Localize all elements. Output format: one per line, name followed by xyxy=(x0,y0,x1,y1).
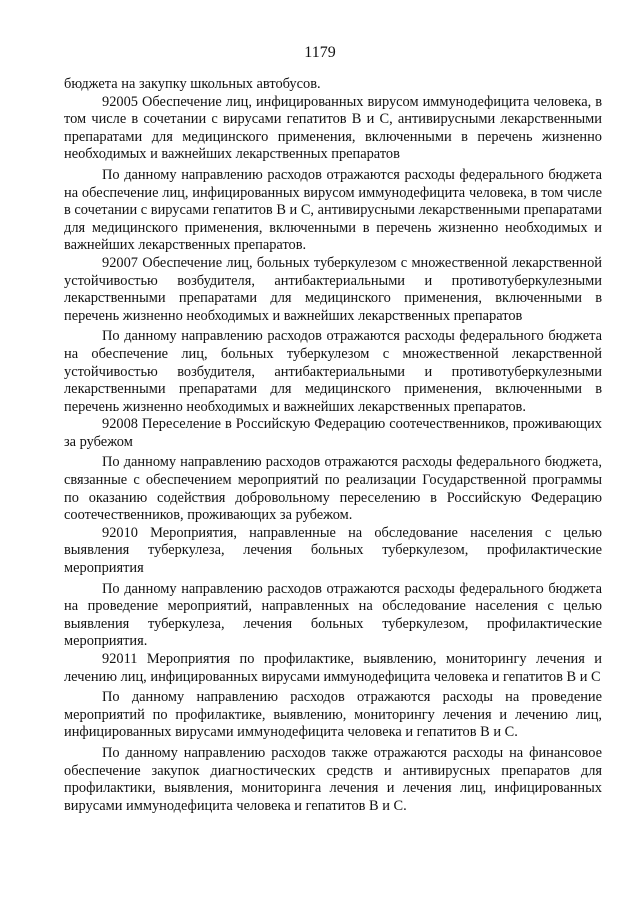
paragraph-description-92007: По данному направлению расходов отражаются расходы федерального бюджета на обеспечение лиц, больных туберкулезом с множественной лекарственной устойчивостью возбудителя, антибактериальными и противотуберкулезными лекарственными препаратами для медицинского применения, включенными в перечень жизненно необходимых и важнейших лекарственных препаратов. xyxy=(64,328,602,415)
paragraph-heading-92010: 92010 Мероприятия, направленные на обследование населения с целью выявления туберкулеза, лечения больных туберкулезом, профилактические мероприятия xyxy=(64,524,602,577)
paragraph-heading-92007: 92007 Обеспечение лиц, больных туберкулезом с множественной лекарственной устойчивостью возбудителя, антибактериальными и противотуберкулезными лекарственными препаратами для медицинского применения, включенными в перечень жизненно необходимых и важнейших лекарственных препаратов xyxy=(64,254,602,324)
paragraph-heading-92005: 92005 Обеспечение лиц, инфицированных вирусом иммунодефицита человека, в том числе в сочетании с вирусами гепатитов В и С, антивирусными лекарственными препаратами для медицинского применения, включенными в перечень жизненно необходимых и важнейших лекарственных препаратов xyxy=(64,93,602,163)
paragraph-description-92008: По данному направлению расходов отражаются расходы федерального бюджета, связанные с обеспечением мероприятий по реализации Государственной программы по оказанию содействия добровольному переселению в Российскую Федерацию соотечественников, проживающих за рубежом. xyxy=(64,454,602,524)
paragraph-description-92011: По данному направлению расходов отражаются расходы на проведение мероприятий по профилактике, выявлению, мониторингу лечения и лечению лиц, инфицированных вирусами иммунодефицита человека и гепатитов В и С. xyxy=(64,689,602,741)
paragraph-description-92005: По данному направлению расходов отражаются расходы федерального бюджета на обеспечение лиц, инфицированных вирусом иммунодефицита человека, в том числе в сочетании с вирусами гепатитов В и С, антивирусными лекарственными препаратами для медицинского применения, включенными в перечень жизненно необходимых и важнейших лекарственных препаратов. xyxy=(64,166,602,254)
document-body xyxy=(64,76,602,815)
page-number: 1179 xyxy=(304,44,336,61)
paragraph-heading-92008: 92008 Переселение в Российскую Федерацию соотечественников, проживающих за рубежом xyxy=(64,416,602,450)
paragraph-description-92011-extra: По данному направлению расходов также отражаются расходы на финансовое обеспечение закупок диагностических средств и антивирусных препаратов для профилактики, выявления, мониторинга лечения и лечения лиц, инфицированных вирусами иммунодефицита человека и гепатитов В и С. xyxy=(64,744,602,814)
paragraph-continuation: бюджета на закупку школьных автобусов. xyxy=(64,76,321,92)
paragraph-description-92010: По данному направлению расходов отражаются расходы федерального бюджета на проведение мероприятий, направленных на обследование населения с целью выявления туберкулеза, лечения больных туберкулезом, профилактические мероприятия. xyxy=(64,580,602,650)
paragraph-heading-92011: 92011 Мероприятия по профилактике, выявлению, мониторингу лечения и лечению лиц, инфицированных вирусами иммунодефицита человека и гепатитов В и С xyxy=(64,651,602,685)
